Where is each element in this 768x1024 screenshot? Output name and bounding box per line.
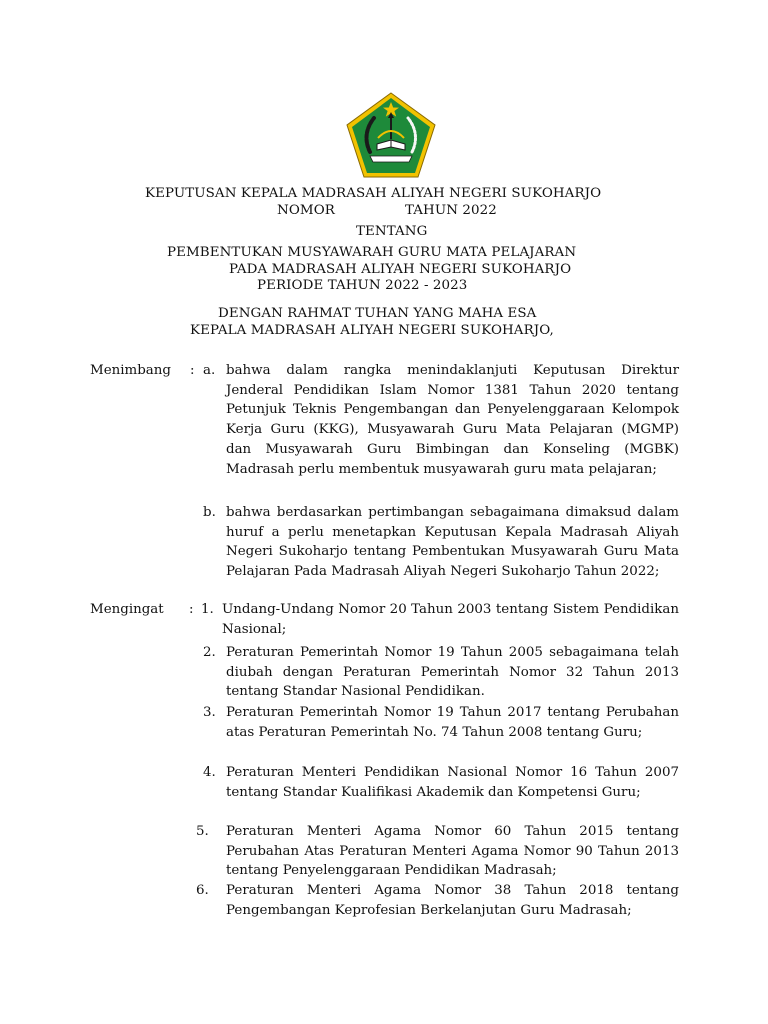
mengingat-marker-1: 1. xyxy=(201,602,214,617)
mengingat-colon: : xyxy=(189,602,194,617)
nomor-year: TAHUN 2022 xyxy=(404,203,497,218)
decree-subject-line-3: PERIODE TAHUN 2022 - 2023 xyxy=(257,278,468,293)
menimbang-item-b: bahwa berdasarkan pertimbangan sebagaimana dimaksud dalam huruf a perlu menetapkan Keputusan Kepala Madrasah Aliyah Negeri Sukoharjo tentang Pembentukan Musyawarah Guru Mata Pelajaran Pada Madrasah Aliyah Negeri Sukoharjo Tahun 2022; xyxy=(226,505,679,580)
mengingat-item-6: Peraturan Menteri Agama Nomor 38 Tahun 2018 tentang Pengembangan Keprofesian Berkelanjutan Guru Madrasah; xyxy=(226,883,679,918)
menimbang-label: Menimbang xyxy=(90,363,171,378)
mengingat-marker-2: 2. xyxy=(203,645,216,660)
preamble-line-1: DENGAN RAHMAT TUHAN YANG MAHA ESA xyxy=(218,306,537,321)
menimbang-marker-b: b. xyxy=(203,505,216,520)
decree-number-line xyxy=(277,203,497,219)
preamble-line-2: KEPALA MADRASAH ALIYAH NEGERI SUKOHARJO, xyxy=(190,323,554,338)
mengingat-marker-3: 3. xyxy=(203,705,216,720)
menimbang-marker-a: a. xyxy=(203,363,216,378)
mengingat-item-1-text: Undang-Undang Nomor 20 Tahun 2003 tentang Sistem Pendidikan Nasional; xyxy=(222,602,679,637)
menimbang-colon: : xyxy=(190,363,195,378)
decree-subject-line-1: PEMBENTUKAN MUSYAWARAH GURU MATA PELAJARAN xyxy=(167,245,577,260)
nomor-label: NOMOR xyxy=(277,203,335,218)
decree-subject-line-2: PADA MADRASAH ALIYAH NEGERI SUKOHARJO xyxy=(229,262,572,277)
mengingat-item-3: Peraturan Pemerintah Nomor 19 Tahun 2017 tentang Perubahan atas Peraturan Pemerintah No. 74 Tahun 2008 tentang Guru; xyxy=(226,705,679,740)
mengingat-item-2: Peraturan Pemerintah Nomor 19 Tahun 2005 sebagaimana telah diubah dengan Peraturan Pemerintah Nomor 32 Tahun 2013 tentang Standar Nasional Pendidikan. xyxy=(226,645,679,700)
mengingat-item-1 xyxy=(222,600,679,639)
kemenag-logo xyxy=(346,92,436,178)
decree-title: KEPUTUSAN KEPALA MADRASAH ALIYAH NEGERI SUKOHARJO xyxy=(145,186,602,201)
menimbang-item-a: bahwa dalam rangka menindaklanjuti Keputusan Direktur Jenderal Pendidikan Islam Nomor 1381 Tahun 2020 tentang Petunjuk Teknis Pengembangan dan Penyelenggaraan Kelompok Kerja Guru (KKG), Musyawarah Guru Mata Pelajaran (MGMP) dan Musyawarah Guru Bimbingan dan Konseling (MGBK) Madrasah perlu membentuk musyawarah guru mata pelajaran; xyxy=(226,363,679,477)
mengingat-marker-6: 6. xyxy=(196,883,209,898)
mengingat-marker-5: 5. xyxy=(196,824,209,839)
mengingat-item-4: Peraturan Menteri Pendidikan Nasional Nomor 16 Tahun 2007 tentang Standar Kualifikasi Akademik dan Kompetensi Guru; xyxy=(226,765,679,800)
mengingat-item-5: Peraturan Menteri Agama Nomor 60 Tahun 2015 tentang Perubahan Atas Peraturan Menteri Agama Nomor 90 Tahun 2013 tentang Penyelenggaraan Pendidikan Madrasah; xyxy=(226,824,679,879)
tentang-heading: TENTANG xyxy=(356,224,428,239)
mengingat-marker-4: 4. xyxy=(203,765,216,780)
mengingat-label: Mengingat xyxy=(90,602,164,617)
